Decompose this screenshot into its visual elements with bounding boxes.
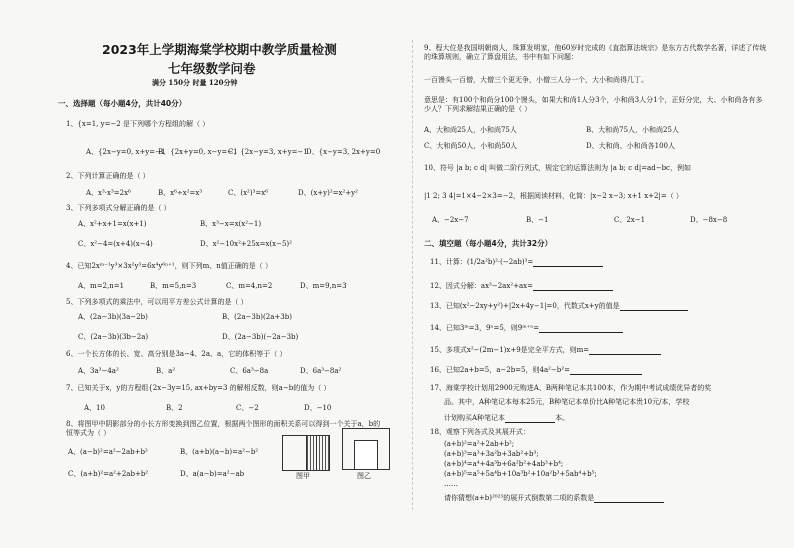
q8-opt-c: C、(a+b)²=a²+2ab+b² — [68, 470, 149, 478]
q18-line-1: (a+b)²=a²+2ab+b²; — [444, 440, 515, 448]
q9-opt-d: D、大和尚、小和尚各100人 — [586, 142, 675, 150]
q10-stem: 10、符号 |a b; c d| 叫做二阶行列式，规定它的运算法则为 |a b; c d|=ad−bc，例如 — [424, 164, 691, 172]
section-choice: 一、选择题（每小题4分，共计40分） — [58, 99, 187, 108]
q15 — [430, 346, 661, 355]
q9-opt-c: C、大和尚50人，小和尚50人 — [424, 142, 518, 150]
q8-opt-d: D、a(a−b)=a²−ab — [180, 470, 245, 478]
q12 — [430, 282, 613, 291]
q2-stem: 2、下列计算正确的是（ ） — [66, 172, 150, 180]
q5-opt-d: D、(2a−3b)(−2a−3b) — [222, 333, 299, 341]
q6-opt-c: C、6a³−8a — [230, 367, 269, 375]
q3-opt-d: D、x²−10x²+25x=x(x−5)² — [200, 240, 292, 248]
exam-title: 2023年上学期海棠学校期中教学质量检测 — [102, 42, 337, 57]
q4-stem: 4、已知2xᵐ⁻¹y³×3x²y³=6x⁴y⁶ⁿ⁺¹，则下列m、n值正确的是（ ） — [66, 262, 272, 270]
q2-opt-a: A、x³·x³=2x⁶ — [86, 189, 131, 197]
q6-opt-b: B、a² — [156, 367, 176, 375]
q18-line-5: …… — [444, 480, 458, 488]
q9-stem: 9、程大位是我国明朝商人，珠算发明家，他60岁时完成的《直指算法统宗》是东方古代数学名著，详述了传统的珠算规则，确立了算盘用法，书中有如下问题： — [424, 44, 767, 61]
q11-answer-blank[interactable] — [533, 258, 603, 267]
q3-opt-b: B、x³−x=x(x²−1) — [200, 220, 262, 228]
q17-text: 计划购买A种笔记本 — [444, 414, 506, 422]
q1-opt-a: A、{2x−y=0, x+y=−1 — [86, 148, 166, 156]
q9-opt-b: B、大和尚75人，小和尚25人 — [586, 126, 679, 134]
q6-opt-a: A、3a³−4a² — [78, 367, 119, 375]
figure-jia-label: 图甲 — [296, 472, 310, 480]
q8-stem: 8、将图甲中阴影部分的小长方形变换到图乙位置，根据两个图形的面积关系可以得到一个关于a，b的恒等式为（ ） — [66, 420, 381, 437]
q5-opt-b: B、(2a−3b)(2a+3b) — [222, 313, 292, 321]
q16-answer-blank[interactable] — [570, 366, 642, 375]
q1-opt-c: C、{2x−y=3, x+y=−1 — [228, 148, 308, 156]
figure-yi-label: 图乙 — [357, 472, 371, 480]
q17-line2: 品。其中，A种笔记本每本25元，B种笔记本单价比A种笔记本贵10元/本，学校 — [444, 398, 690, 406]
q18-line-2: (a+b)³=a³+3a²b+3ab²+b³; — [444, 450, 539, 458]
q10-opt-b: B、−1 — [526, 216, 549, 224]
q14 — [430, 324, 623, 333]
q10-opt-c: C、2x−1 — [614, 216, 646, 224]
q5-opt-a: A、(2a−3b)(3a−2b) — [78, 313, 148, 321]
q10-opt-a: A、−2x−7 — [432, 216, 469, 224]
q7-opt-a: A、10 — [84, 404, 105, 412]
q17-line3 — [444, 414, 569, 423]
q9-poem: 一百馒头一百僧，大僧三个更无争，小僧三人分一个，大小和尚得几丁。 — [424, 76, 648, 84]
q8-opt-a: A、(a−b)²=a²−2ab+b² — [68, 448, 148, 456]
q15-answer-blank[interactable] — [589, 346, 661, 355]
q2-opt-c: C、(x²)³=x⁶ — [228, 189, 268, 197]
q6-stem: 6、一个长方体的长、宽、高分别是3a−4、2a、a，它的体积等于（ ） — [66, 350, 287, 358]
q7-opt-b: B、2 — [166, 404, 183, 412]
q1-opt-d: D、{x−y=3, 2x+y=0 — [306, 148, 381, 156]
q5-stem: 5、下列多项式的乘法中，可以用平方差公式计算的是（ ） — [66, 298, 248, 306]
q11 — [430, 258, 603, 267]
q4-opt-b: B、m=5,n=3 — [150, 282, 197, 290]
q18-ask-text: 请你猜想(a+b)²⁰²³的展开式倒数第二项的系数是 — [444, 494, 595, 502]
q17-line1: 17、海棠学校计划用2900元购进A、B两种笔记本共100本，作为期中考试成绩优异者的奖 — [430, 384, 712, 392]
q18-line-3: (a+b)⁴=a⁴+4a³b+6a²b²+4ab³+b⁴; — [444, 460, 564, 468]
q17-unit: 本。 — [555, 414, 570, 422]
q13-text: 13、已知(x²−2xy+y²)+|2x+4y−1|=0，代数式x+y的值是 — [430, 302, 620, 310]
q3-opt-c: C、x²−4=(x+4)(x−4) — [78, 240, 153, 248]
exam-subtitle: 七年级数学问卷 — [168, 61, 256, 76]
q14-text: 14、已知3ᵐ=3，9ⁿ=5，则9ᵐ⁺ⁿ= — [430, 324, 540, 332]
q4-opt-d: D、m=9,n=3 — [300, 282, 347, 290]
q16-text: 16、已知2a+b=5，a−2b=5，则4a²−b²= — [430, 366, 570, 374]
section-fill: 二、填空题（每小题4分，共计32分） — [424, 239, 553, 248]
q1-opt-b: B、{2x+y=0, x−y=−1 — [158, 148, 238, 156]
q11-text: 11、计算：(1/2a²b)²·(−2ab)³= — [430, 258, 534, 266]
q7-opt-d: D、−10 — [304, 404, 332, 412]
q3-opt-a: A、x²+x+1=x(x+1) — [78, 220, 147, 228]
q3-stem: 3、下列多项式分解正确的是（ ） — [66, 204, 171, 212]
q13-answer-blank[interactable] — [620, 302, 688, 311]
q2-opt-d: D、(x+y)²=x²+y² — [298, 189, 358, 197]
q14-answer-blank[interactable] — [539, 324, 623, 333]
q7-opt-c: C、−2 — [236, 404, 259, 412]
q6-opt-d: D、6a³−8a² — [300, 367, 342, 375]
q4-opt-a: A、m=2,n=1 — [78, 282, 125, 290]
q12-answer-blank[interactable] — [533, 282, 613, 291]
q2-opt-b: B、x⁶÷x²=x³ — [158, 189, 203, 197]
q12-text: 12、因式分解：ax³−2ax²+ax= — [430, 282, 533, 290]
q18-answer-blank[interactable] — [594, 494, 664, 503]
q8-opt-b: B、(a+b)(a−b)=a²−b² — [180, 448, 259, 456]
column-divider — [412, 40, 413, 510]
q18-stem: 18、观察下列各式及其展开式： — [430, 428, 530, 436]
q10-opt-d: D、−8x−8 — [690, 216, 728, 224]
q17-answer-blank[interactable] — [505, 414, 555, 423]
q5-opt-c: C、(2a−3b)(3b−2a) — [78, 333, 149, 341]
q7-stem: 7、已知关于x，y的方程组{2x−3y=15, ax+by=3 的解相反数，则a−b的值为（ ） — [66, 384, 331, 392]
q15-text: 15、多项式x²−(2m−1)x+9是完全平方式，则m= — [430, 346, 590, 354]
q18-line-4: (a+b)⁵=a⁵+5a⁴b+10a³b²+10a²b³+5ab⁴+b⁵; — [444, 470, 597, 478]
q18-ask — [444, 494, 664, 503]
q4-opt-c: C、m=4,n=2 — [226, 282, 273, 290]
q10-example: |1 2; 3 4|=1×4−2×3=−2，根据阅读材料，化简：|x−2 x−3; x+1 x+2|=（ ） — [424, 192, 683, 200]
q1-stem: 1、{x=1, y=−2 是下列哪个方程组的解（ ） — [66, 120, 210, 128]
q13 — [430, 302, 688, 311]
q9-meaning: 意思是：有100个和尚分100个馒头，如果大和尚1人分3个，小和尚3人分1个，正好分完，大、小和尚各有多少人？下列求解结果正确的是（ ） — [424, 96, 763, 113]
q16 — [430, 366, 642, 375]
q9-opt-a: A、大和尚25人，小和尚75人 — [424, 126, 517, 134]
exam-meta: 满分 150分 时量 120分钟 — [152, 78, 238, 87]
